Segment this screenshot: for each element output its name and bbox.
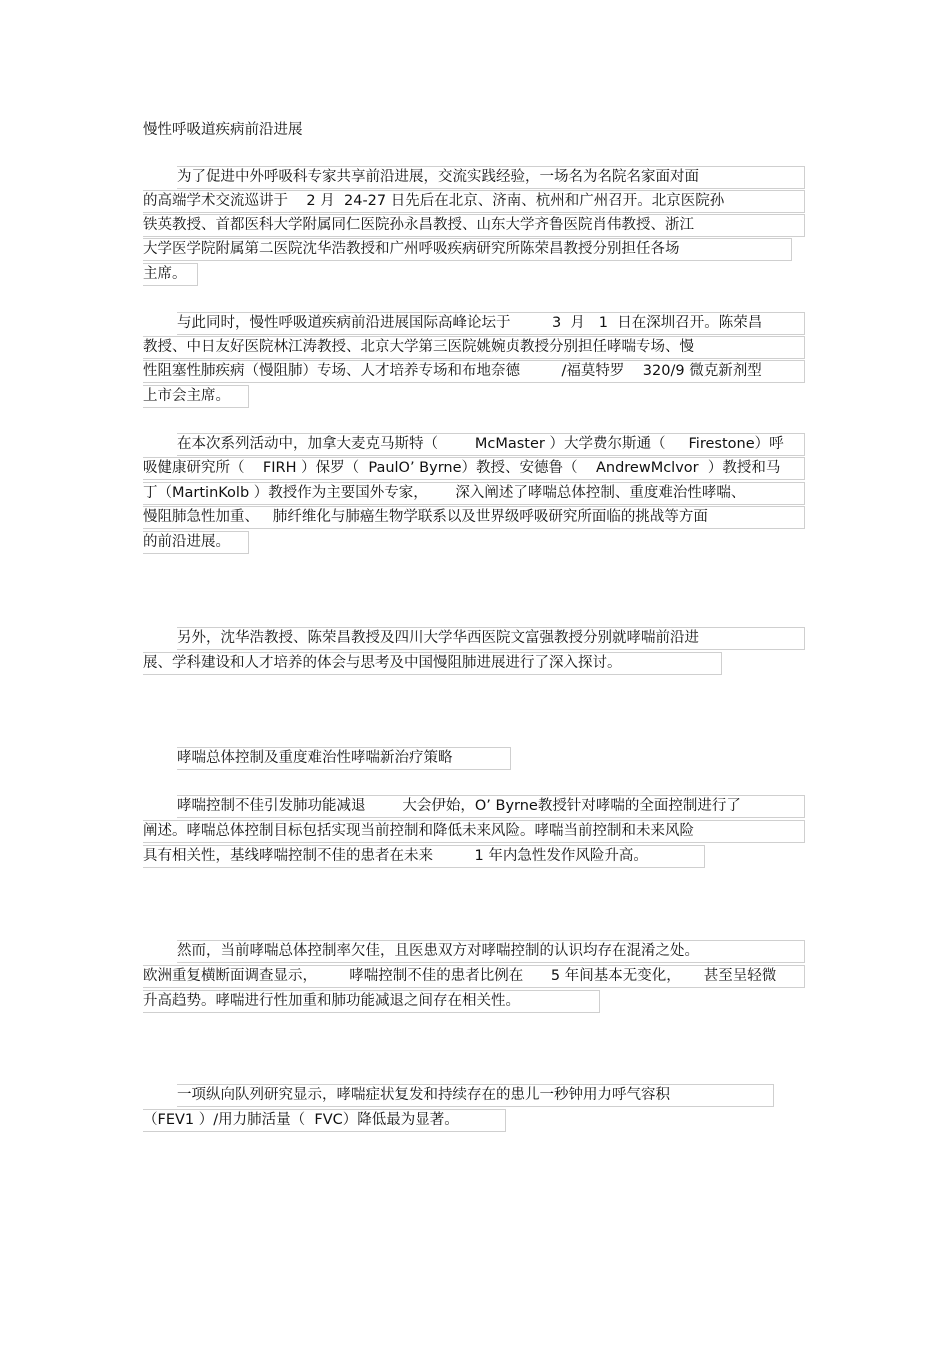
text-line: 另外，沈华浩教授、陈荣昌教授及四川大学华西医院文富强教授分别就哮喘前沿进	[177, 627, 805, 650]
text-line: 然而，当前哮喘总体控制率欠佳，且医患双方对哮喘控制的认识均存在混淆之处。	[177, 940, 805, 963]
text-line: 主席。	[143, 263, 198, 286]
text-line: 展、学科建设和人才培养的体会与思考及中国慢阻肺进展进行了深入探讨。	[143, 652, 722, 675]
text-line: 在本次系列活动中，加拿大麦克马斯特（ McMaster ）大学费尔斯通（ Firestone）呼	[177, 433, 805, 456]
text-line: 的前沿进展。	[143, 531, 249, 554]
text-line: 欧洲重复横断面调查显示， 哮喘控制不佳的患者比例在 5 年间基本无变化， 甚至呈轻微	[143, 965, 805, 988]
text-line: 具有相关性，基线哮喘控制不佳的患者在未来 1 年内急性发作风险升高。	[143, 845, 705, 868]
text-line: 大学医学院附属第二医院沈华浩教授和广州呼吸疾病研究所陈荣昌教授分别担任各场	[143, 238, 792, 261]
text-line: 哮喘控制不佳引发肺功能减退 大会伊始，O’ Byrne教授针对哮喘的全面控制进行了	[177, 795, 805, 818]
text-line: 丁（MartinKolb ）教授作为主要国外专家， 深入阐述了哮喘总体控制、重度难治性哮喘、	[143, 482, 805, 505]
text-line: 的高端学术交流巡讲于 2 月 24-27 日先后在北京、济南、杭州和广州召开。北京医院孙	[143, 190, 805, 213]
text-line: 教授、中日友好医院林江涛教授、北京大学第三医院姚婉贞教授分别担任哮喘专场、慢	[143, 336, 805, 359]
text-line: 一项纵向队列研究显示，哮喘症状复发和持续存在的患儿一秒钟用力呼气容积	[177, 1084, 774, 1107]
text-line: 慢阻肺急性加重、 肺纤维化与肺癌生物学联系以及世界级呼吸研究所面临的挑战等方面	[143, 506, 805, 529]
text-line: 阐述。哮喘总体控制目标包括实现当前控制和降低未来风险。哮喘当前控制和未来风险	[143, 820, 805, 843]
text-line: 性阻塞性肺疾病（慢阻肺）专场、人才培养专场和布地奈德 /福莫特罗 320/9 微克新剂型	[143, 360, 805, 383]
text-line: （FEV1 ）/用力肺活量（ FVC）降低最为显著。	[143, 1109, 506, 1132]
text-line: 为了促进中外呼吸科专家共享前沿进展，交流实践经验，一场名为名院名家面对面	[177, 166, 805, 189]
text-line: 铁英教授、首都医科大学附属同仁医院孙永昌教授、山东大学齐鲁医院肖伟教授、浙江	[143, 214, 805, 237]
text-line: 吸健康研究所（ FIRH ）保罗（ PaulO’ Byrne）教授、安德鲁（ AndrewMclvor ）教授和马	[143, 457, 805, 480]
text-line: 上市会主席。	[143, 385, 249, 408]
document-title: 慢性呼吸道疾病前沿进展	[143, 122, 303, 138]
section-heading: 哮喘总体控制及重度难治性哮喘新治疗策略	[177, 747, 511, 770]
text-line: 与此同时，慢性呼吸道疾病前沿进展国际高峰论坛于 3 月 1 日在深圳召开。陈荣昌	[177, 312, 805, 335]
text-line: 升高趋势。哮喘进行性加重和肺功能减退之间存在相关性。	[143, 990, 600, 1013]
